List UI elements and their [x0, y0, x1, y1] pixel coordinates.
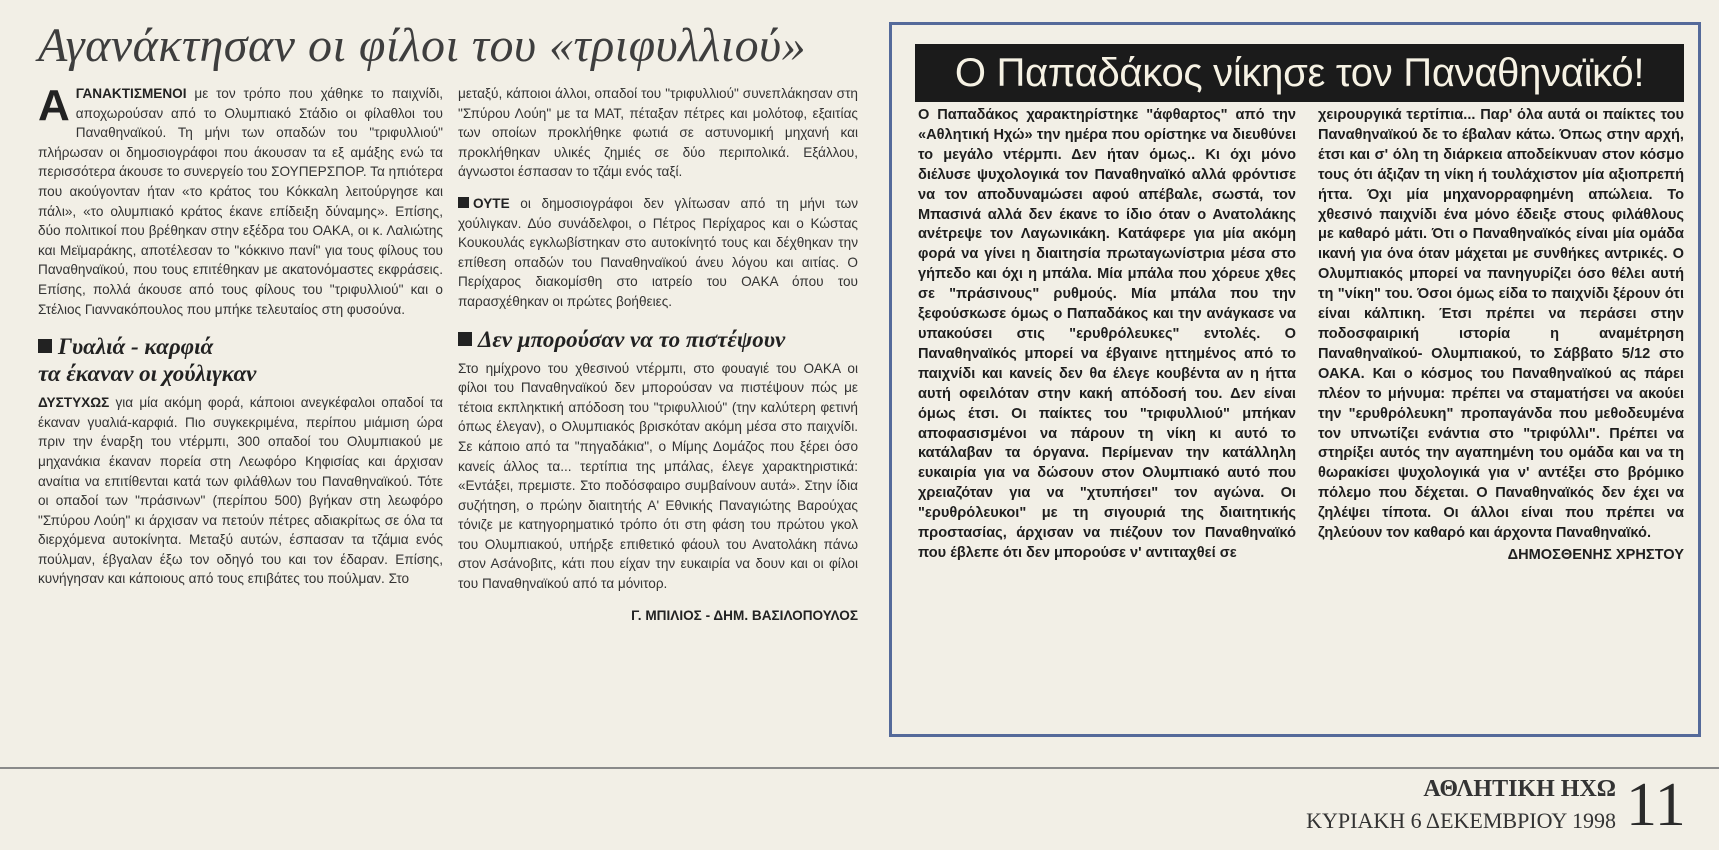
paragraph-text: οι δημοσιογράφοι δεν γλίτωσαν από τη μήνι των χούλιγκαν. Δύο συνάδελφοι, ο Πέτρος Περίχαρος και ο Κώστας Κουκουλάς εγκλωβίστηκαν στο αυτοκίνητό τους και δέχθηκαν την επίθεση οπαδών του Παναθηναϊκού άνευ λόγου και αιτίας. Ο Περίχαρος διακομίσθη στο ιατρείο του ΟΑΚΑ όπου του παρασχέθηκαν οι πρώτες βοήθειες.	[458, 195, 858, 309]
subheading-1-line2: τα έκαναν οι χούλιγκαν	[38, 361, 257, 387]
issue-date: ΚΥΡΙΑΚΗ 6 ΔΕΚΕΜΒΡΙΟΥ 1998	[1306, 808, 1616, 833]
left-byline: Γ. ΜΠΙΛΙΟΣ - ΔΗΜ. ΒΑΣΙΛΟΠΟΥΛΟΣ	[631, 607, 858, 623]
newspaper-name: ΑΘΛΗΤΙΚΗ ΗΧΩ	[1423, 776, 1616, 802]
footer-divider	[0, 767, 1719, 769]
article-paragraph: Στο ημίχρονο του χθεσινού ντέρμπι, στο φουαγιέ του ΟΑΚΑ οι φίλοι του Παναθηναϊκού δεν μπορούσαν να πιστέψουν πώς με τέτοια εκπληκτική απόδοση του "τριφυλλιού" (την καλύτερη φετινή όπως έλεγαν), ο Ολυμπιακός βρισκόταν ακόμη μέσα στο παιχνίδι. Σε κάποιο από τα "πηγαδάκια", ο Μίμης Δομάζος που ξέρει όσο κανείς άλλος τα... τερτίπια της μπάλας, έλεγε χαρακτηριστικά: «Εντάξει, πρεμιστε. Στο ποδόσφαιρο συμβαίνουν αυτά». Στην ίδια συζήτηση, ο πρώην διαιτητής Α' Εθνικής Παναγιώτης Βαρούχας τόνιζε με κατηγορηματικό τρόπο ότι στη φάση του πρώτου γκολ του Ολυμπιακού, υπήρξε επιθετικό φάουλ του Ανατολάκη πάνω στον Ασάνοβιτς, κάτι που είχαν την ευκαιρία να δουν και οι φίλοι του Παναθηναϊκού από τα μόνιτορ.	[458, 360, 858, 592]
left-column-2	[458, 84, 858, 625]
article-paragraph	[38, 393, 443, 589]
right-column-2-text: χειρουργικά τερτίπια... Παρ' όλα αυτά οι παίκτες του Παναθηναϊκού δε το έβαλαν κάτω. Όπως στην αρχή, έτσι και σ' όλη τη διάρκεια αποδείκνυαν στον κόσμο τους ότι άξιζαν τη νίκη ή τουλάχιστον μία αξιοπρεπή ήττα. Όχι μία μηχανορραφημένη απώλεια. Το χθεσινό παιχνίδι ένα μόνο έδειξε στους φιλάθλους με καθαρό μάτι. Ότι ο Παναθηναϊκός είναι μία ομάδα ικανή για όνα όταν μάχεται με συνθήκες αντρικές. Ο Ολυμπιακός μπορεί να πανηγυρίζει όσο θέλει αυτή τη "νίκη" του. Όσοι όμως είδα το παιχνίδι ξέρουν ότι είναι κάλπικη. Έτσι πρέπει να περάσει στην ποδοσφαιρική ιστορία η αναμέτρηση Παναθηναϊκού- Ολυμπιακού, το Σάββατο 5/12 στο ΟΑΚΑ. Και ο κόσμος του Παναθηναϊκού ας πάρει πλέον το μήνυμα: πρέπει να σταματήσει να ακούει την "ερυθρόλευκη" προπαγάνδα που μεθοδευμένα τον υπνωτίζει ενάντια στο "τριφύλλι". Πρέπει να στηρίξει αυτός την αγαπημένη του ομάδα και να τη θωρακίσει ψυχολογικά για ν' αντέξει στο βρόμικο πόλεμο που δέχεται. Ο Παναθηναϊκός δεν έχει να ζηλέψει τίποτα. Οι άλλοι είναι που πρέπει να ζηλεύουν τον καθαρό και άρχοντα Παναθηναϊκό.	[1318, 107, 1684, 542]
lead-word: ΔΥΣΤΥΧΩΣ	[38, 395, 110, 411]
right-headline: Ο Παπαδάκος νίκησε τον Παναθηναϊκό!	[915, 44, 1684, 102]
lead-word: ΓΑΝΑΚΤΙΣΜΕΝΟΙ	[75, 86, 187, 101]
paragraph-text: με τον τρόπο που χάθηκε το παιχνίδι, αποχωρούσαν από το Ολυμπιακό Στάδιο οι φίλαθλοι του Παναθηναϊκού. Τη μήνι των οπαδών του "τριφυλλιού" πλήρωσαν οι δημοσιογράφοι που άκουσαν τα εξ αμάξης ενώ τα περισσότερα άκουσε το συνεργείο του ΣΟΥΠΕΡΣΠΟΡ. Τα ηπιότερα που ακούγονταν ήταν «το κράτος του Κόκκαλη λειτούργησε και πάλι», «το ολυμπιακό κράτος έκανε επίδειξη δύναμης». Επίσης, δύο πολιτικοί που βρέθηκαν στην εξέδρα του ΟΑΚΑ, οι κ. Λαλιώτης και Μεϊμαράκης, αποτέλεσαν το "κόκκινο πανί" για τους φίλους του Παναθηναϊκού, που τους επιτέθηκαν με ακατονόμαστες εκφράσεις. Επίσης, πολλά άκουσε από τους φίλους του "τριφυλλιού" και ο Στέλιος Γιαννακόπουλος που μπήκε τελευταίος στη φυσούνα.	[38, 86, 443, 317]
left-headline: Αγανάκτησαν οι φίλοι του «τριφυλλιού»	[38, 19, 807, 72]
subheading-1-line1: Γυαλιά - καρφιά	[58, 334, 214, 360]
article-paragraph: μεταξύ, κάποιοι άλλοι, οπαδοί του "τριφυλλιού" συνεπλάκησαν στη "Σπύρου Λούη" με τα ΜΑΤ, πέταξαν πέτρες και μολότοφ, εξαιτίας των οποίων προκλήθηκε φωτιά σε αστυνομική μηχανή και προκλήθηκαν υλικές ζημιές σε δύο περιπολικά. Εξάλλου, άγνωστοι έσπασαν το τζάμι ενός ταξί.	[458, 86, 858, 180]
right-column-1: Ο Παπαδάκος χαρακτηρίστηκε "άφθαρτος" από την «Αθλητική Ηχώ» την ημέρα που ορίστηκε να διευθύνει το μεγάλο ντέρμπι. Δεν ήταν όμως.. Κι όχι μόνο διέλυσε ψυχολογικά τον Παναθηναϊκό αλλά φρόντισε να τον αποδυναμώσει αφού απέβαλε, σωστά, τον Μπασινά αλλά δεν έκανε το ίδιο όταν ο Ανατολάκης ανέτρεψε τον Λαγωνικάκη. Κατάφερε για μία ακόμη φορά να γίνει η διαιτησία πρωταγωνίστρια μέσα στο γήπεδο και όχι η μπάλα. Μία μπάλα που χόρευε χθες σε "πράσινους" ρυθμούς. Μία μπάλα που την ξεφούσκωσε όμως ο Παπαδάκος και την ανάγκασε να υπακούσει στις "ερυθρόλευκες" εντολές. Ο Παναθηναϊκός μπορεί να έβγαινε ηττημένος από το παιχνίδι και κανείς δεν θα έλεγε κουβέντα αν η ήττα αυτή οφειλόταν στην κακή απόδοσή του. Δεν είναι όμως έτσι. Οι παίκτες του "τριφυλλιού" μπήκαν αποφασισμένοι να πάρουν τη νίκη κι αυτό το κατάλαβαν τα όργανα. Περίμεναν την κατάλληλη ευκαιρία για να δώσουν στον Ολυμπιακό αυτό που χρειαζόταν για να "χτυπήσει" τον αγώνα. Οι "ερυθρόλευκοι" με τη σιγουριά της διαιτητικής προστασίας, άρχισαν να πιέζουν τον Παναθηναϊκό που έβλεπε ότι δεν μπορούσε ν' αντιταχθεί σε	[918, 107, 1296, 561]
drop-cap: Α	[38, 81, 70, 130]
subheading-2-text: Δεν μπορούσαν να το πιστέψουν	[478, 326, 786, 352]
lead-word: ΟΥΤΕ	[473, 195, 510, 211]
square-bullet-icon	[38, 339, 52, 353]
article-paragraph	[38, 81, 443, 319]
paragraph-text: για μία ακόμη φορά, κάποιοι ανεγκέφαλοι οπαδοί τα έκαναν γυαλιά-καρφιά. Πιο συγκεκριμένα, περίπου μιάμιση ώρα πριν την έναρξη του ντέρμπι, 300 οπαδοί του Ολυμπιακού με μηχανάκια έκαναν πορεία στη Λεωφόρο Κηφισίας και άρχισαν αναίτια να επιτίθενται κατά των φιλάθλων του Παναθηναϊκού. Τότε οι οπαδοί των "πράσινων" (περίπου 500) βγήκαν στη λεωφόρο "Σπύρου Λούη" κι άρχισαν να πετούν πέτρες αδιακρίτως σε όλα τα διερχόμενα αυτοκίνητα. Μεταξύ αυτών, έσπασαν τα τζάμια ενός πούλμαν, έβγαλαν έξω τον οδηγό του και τον έδαραν. Επίσης, κυνήγησαν και κάποιους από τους επιβάτες του πούλμαν. Στο	[38, 395, 443, 587]
page-number: 11	[1626, 771, 1686, 839]
subheading-2	[458, 326, 858, 353]
article-paragraph	[458, 194, 858, 312]
right-column-2	[1318, 106, 1684, 566]
subheading-1	[38, 333, 443, 387]
left-column-1	[38, 81, 443, 601]
square-bullet-icon	[458, 332, 472, 346]
square-bullet-icon	[458, 197, 469, 208]
right-byline: ΔΗΜΟΣΘΕΝΗΣ ΧΡΗΣΤΟΥ	[1507, 546, 1684, 563]
